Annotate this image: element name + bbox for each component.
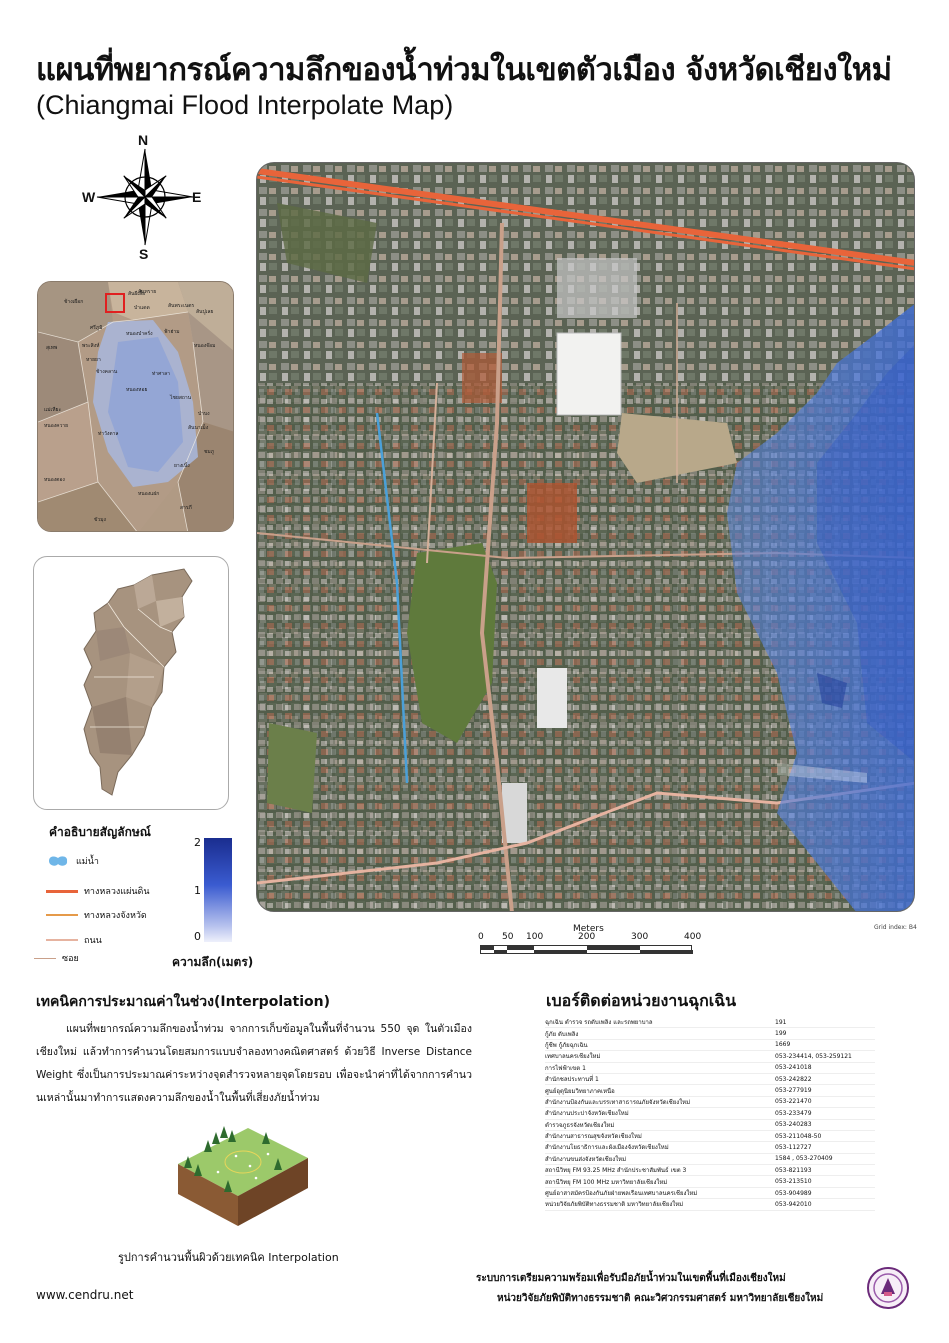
contact-agency: ศูนย์อาสาสมัครป้องกันภัยฝ่ายพลเรือนเทศบาลนครเชียงใหม่ <box>545 1190 698 1198</box>
scale-title: Meters <box>573 924 604 934</box>
contact-row <box>545 1154 875 1165</box>
legend-title: คำอธิบายสัญลักษณ์ <box>49 825 151 839</box>
contact-row <box>545 1188 875 1199</box>
locator-district-label: ท่าศาลา <box>152 371 170 377</box>
locator-district-label: สันทราย <box>138 289 157 295</box>
locator-district-label: ท่าวังตาล <box>98 431 119 437</box>
locator-district-label: แม่เหียะ <box>44 407 62 413</box>
locator-district-label: หนองตอง <box>44 477 65 483</box>
contacts-title: เบอร์ติดต่อหน่วยงานฉุกเฉิน <box>546 991 737 1010</box>
contact-row <box>545 1097 875 1108</box>
legend-label-provincial-highway: ทางหลวงจังหวัด <box>84 911 147 921</box>
legend-item-river <box>46 854 99 868</box>
compass-east-label: E <box>192 189 202 205</box>
contact-agency: ตำรวจภูธรจังหวัดเชียงใหม่ <box>545 1121 615 1129</box>
footer-system-name: ระบบการเตรียมความพร้อมเพื่อรับมือภัยน้ำท่วมในเขตพื้นที่เมืองเชียงใหม่ <box>476 1273 786 1284</box>
locator-district-label: ไชยสถาน <box>170 395 192 401</box>
legend-item-road <box>46 933 102 947</box>
contact-agency: เทศบาลนครเชียงใหม่ <box>545 1053 601 1061</box>
legend-label-alley: ซอย <box>62 954 79 964</box>
locator-district-label: ขัวมุง <box>94 517 106 523</box>
district-locator-map <box>37 281 234 532</box>
scale-tick: 400 <box>684 932 702 942</box>
contact-agency: หน่วยวิจัยภัยพิบัติทางธรรมชาติ มหาวิทยาลัยเชียงใหม่ <box>545 1201 684 1209</box>
contact-row <box>545 1131 875 1142</box>
locator-district-label: สุเทพ <box>46 345 58 351</box>
scale-tick: 50 <box>502 932 514 942</box>
locator-district-label: หนองจ๊อม <box>194 343 216 349</box>
contact-number: 053-942010 <box>775 1200 812 1208</box>
contact-number: 053-211048-50 <box>775 1132 822 1140</box>
legend-item-provincial-highway <box>46 908 147 922</box>
locator-district-label: หนองหอย <box>126 387 148 393</box>
contact-agency: ฉุกเฉิน ตำรวจ รถดับเพลิง และรถพยาบาล <box>545 1019 653 1027</box>
contact-number: 053-277919 <box>775 1087 812 1095</box>
locator-district-label: ฟ้าฮ่าม <box>164 329 180 335</box>
locator-district-label: ช้างคลาน <box>96 369 118 375</box>
locator-district-label: พระสิงห์ <box>82 343 100 349</box>
scale-bar <box>480 945 692 954</box>
interpolation-title: เทคนิคการประมาณค่าในช่วง(Interpolation) <box>36 994 331 1010</box>
contact-number: 053-234414, 053-259121 <box>775 1052 852 1060</box>
contact-number: 053-242822 <box>775 1075 812 1083</box>
contact-agency: สำนักงานสาธารณสุขจังหวัดเชียงใหม่ <box>545 1133 642 1141</box>
locator-district-label: ยางเนิ้ง <box>174 463 190 469</box>
contact-row <box>545 1108 875 1119</box>
locator-district-label: สันผีเสื้อ <box>128 291 146 297</box>
ramp-label-min: 0 <box>194 930 201 943</box>
locator-district-label: สันนาเม็ง <box>188 425 209 431</box>
contact-number: 053-213510 <box>775 1178 812 1186</box>
ramp-label-max: 2 <box>194 836 201 849</box>
contact-agency: สถานีวิทยุ FM 100 MHz มหาวิทยาลัยเชียงใหม่ <box>545 1178 668 1186</box>
contact-row <box>545 1142 875 1153</box>
road-symbol-icon <box>46 939 78 941</box>
locator-district-label: สันพระเนตร <box>168 303 195 309</box>
contact-number: 053-221470 <box>775 1098 812 1106</box>
contact-number: 191 <box>775 1018 787 1026</box>
locator-district-label: หนองแฝก <box>138 491 160 497</box>
contact-number: 1669 <box>775 1041 791 1049</box>
ramp-label-mid: 1 <box>194 884 201 897</box>
website-link[interactable]: www.cendru.net <box>36 1288 134 1302</box>
locator-district-label: ป่าแดด <box>134 305 150 311</box>
locator-district-label: หนองป่าครั่ง <box>126 331 153 337</box>
legend-label-road: ถนน <box>84 936 102 946</box>
compass-south-label: S <box>139 246 149 262</box>
contact-row <box>545 1085 875 1096</box>
locator-district-label: ช้างเผือก <box>64 299 84 305</box>
depth-ramp-title: ความลึก(เมตร) <box>172 955 254 969</box>
locator-district-label: ป่าบง <box>198 411 210 417</box>
contact-number: 053-233479 <box>775 1109 812 1117</box>
legend-label-national-highway: ทางหลวงแผ่นดิน <box>84 887 150 897</box>
page-subtitle: (Chiangmai Flood Interpolate Map) <box>36 90 454 120</box>
locator-district-label: สันปูเลย <box>196 309 214 315</box>
national-highway-symbol-icon <box>46 890 78 893</box>
contact-number: 199 <box>775 1030 787 1038</box>
contact-number: 1584 , 053-270409 <box>775 1155 833 1163</box>
locator-district-label: หายยา <box>86 357 101 363</box>
locator-district-label: หนองควาย <box>44 423 69 429</box>
contact-agency: สำนักงานป้องกันและบรรเทาสาธารณภัยจังหวัดเชียงใหม่ <box>545 1098 691 1106</box>
scale-tick: 100 <box>526 932 544 942</box>
legend-label-river: แม่น้ำ <box>76 857 99 867</box>
contact-number: 053-240283 <box>775 1121 812 1129</box>
legend-item-national-highway <box>46 884 150 898</box>
grid-index: Grid index: B4 <box>874 924 917 931</box>
contact-agency: กู้ชีพ กู้ภัยฉุกเฉิน <box>545 1041 588 1049</box>
flood-depth-map[interactable] <box>256 162 915 912</box>
contact-number: 053-821193 <box>775 1166 812 1174</box>
diagram-caption: รูปการคำนวนพื้นผิวด้วยเทคนิค Interpolation <box>118 1251 339 1264</box>
compass-west-label: W <box>82 189 96 205</box>
interpolation-description: แผนที่พยากรณ์ความลึกของน้ำท่วม จากการเก็บข้อมูลในพื้นที่จำนวน 550 จุด ในตัวเมืองเชียงใหม่ แล้วทำการคำนวนโดยสมการแบบจำลองทางคณิตศาสตร์ ด้วยวิธี Inverse Distance Weight ซึ่งเป็นการประมาณค่าระหว่างจุดสำรวจหลายจุดโดยรอบ เพื่อจะนำค่าที่ได้จากการคำนวนเหล่านั้นมาทำการแสดงความลึกของน้ำในพื้นที่เสี่ยงภัยน้ำท่วม <box>36 1023 472 1104</box>
interpolation-surface-diagram <box>168 1114 316 1238</box>
contact-agency: กู้ภัย ดับเพลิง <box>545 1030 579 1038</box>
contact-agency: สำนักงานโยธาธิการและผังเมืองจังหวัดเชียงใหม่ <box>545 1144 669 1152</box>
compass-rose-icon <box>80 134 210 262</box>
contact-agency: สำนักงานประปาจังหวัดเชียงใหม่ <box>545 1110 629 1118</box>
university-logo-icon <box>866 1266 910 1310</box>
footer-organization: หน่วยวิจัยภัยพิบัติทางธรรมชาติ คณะวิศวกรรมศาสตร์ มหาวิทยาลัยเชียงใหม่ <box>497 1293 824 1304</box>
locator-district-label: ศรีภูมิ <box>90 325 103 331</box>
contact-row <box>545 1028 875 1039</box>
contact-row <box>545 1199 875 1210</box>
contact-row <box>545 1017 875 1028</box>
compass-north-label: N <box>138 132 149 148</box>
contact-row <box>545 1040 875 1051</box>
scale-tick: 0 <box>478 932 484 942</box>
contact-number: 053-241018 <box>775 1064 812 1072</box>
legend-item-alley <box>34 951 79 965</box>
contact-row <box>545 1120 875 1131</box>
locator-district-label: สารภี <box>180 505 192 511</box>
contact-agency: ศูนย์อุตุนิยมวิทยาภาคเหนือ <box>545 1087 615 1095</box>
page-title: แผนที่พยากรณ์ความลึกของน้ำท่วมในเขตตัวเมือง จังหวัดเชียงใหม่ <box>36 52 892 88</box>
contact-agency: การไฟฟ้าเขต 1 <box>545 1064 586 1072</box>
contact-number: 053-904989 <box>775 1189 812 1197</box>
locator-district-label: ชมภู <box>204 449 214 455</box>
contact-agency: สำนักงานขนส่งจังหวัดเชียงใหม่ <box>545 1155 627 1163</box>
contact-row <box>545 1165 875 1176</box>
contact-row <box>545 1063 875 1074</box>
contact-agency: สถานีวิทยุ FM 93.25 MHz สำนักประชาสัมพันธ์ เขต 3 <box>545 1167 687 1175</box>
provincial-highway-symbol-icon <box>46 914 78 916</box>
contact-row <box>545 1176 875 1187</box>
province-locator-map <box>33 556 229 810</box>
contact-agency: สำนักชลประทานที่ 1 <box>545 1076 599 1084</box>
depth-color-ramp <box>204 838 232 942</box>
river-symbol-icon <box>46 854 70 868</box>
contact-number: 053-112727 <box>775 1143 812 1151</box>
contact-row <box>545 1051 875 1062</box>
contacts-table <box>545 1017 875 1211</box>
contact-row <box>545 1074 875 1085</box>
alley-symbol-icon <box>34 958 56 959</box>
scale-tick: 300 <box>631 932 649 942</box>
scale-tick: 200 <box>578 932 596 942</box>
